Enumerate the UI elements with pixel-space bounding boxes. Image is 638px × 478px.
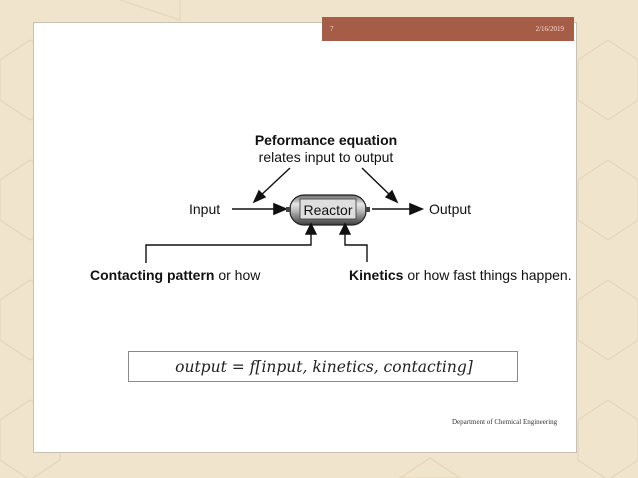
input-arrow xyxy=(232,204,286,214)
slide-number: 7 xyxy=(330,25,334,33)
performance-formula: output = f[input, kinetics, contacting] xyxy=(175,358,473,376)
output-arrow xyxy=(372,204,422,214)
slide-date: 2/16/2019 xyxy=(535,25,564,33)
arrow-subtitle-to-input xyxy=(254,168,290,202)
input-label: Input xyxy=(189,201,221,217)
footer-department: Department of Chemical Engineering xyxy=(452,418,558,426)
reactor-label: Reactor xyxy=(303,202,353,218)
formula-box xyxy=(128,351,518,382)
output-label: Output xyxy=(429,201,472,217)
performance-equation-title: Peformance equation xyxy=(254,132,398,148)
performance-equation-subtitle: relates input to output xyxy=(258,149,394,165)
contacting-connector-arrow xyxy=(146,224,316,263)
kinetics-connector-arrow xyxy=(340,224,367,262)
arrow-subtitle-to-output xyxy=(362,168,397,202)
contacting-pattern-label: Contacting pattern or how xyxy=(90,267,261,283)
kinetics-label: Kinetics or how fast things happen. xyxy=(349,267,572,283)
